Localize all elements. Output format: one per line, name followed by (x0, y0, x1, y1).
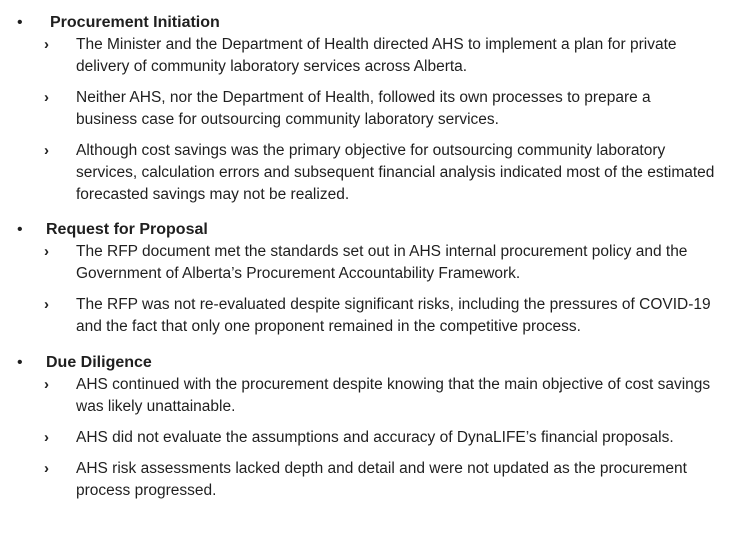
chevron-right-icon: › (44, 243, 49, 260)
chevron-right-icon: › (44, 296, 49, 313)
chevron-right-icon: › (44, 429, 49, 446)
chevron-right-icon: › (44, 89, 49, 106)
chevron-right-icon: › (44, 460, 49, 477)
list-item-text: The Minister and the Department of Health directed AHS to implement a plan for private delivery of community laboratory services across Alberta. (76, 36, 677, 75)
list-item-text: AHS did not evaluate the assumptions and accuracy of DynaLIFE’s financial proposals. (76, 429, 674, 446)
section-heading: Procurement Initiation (50, 14, 220, 31)
section-heading: Request for Proposal (46, 221, 208, 238)
list-item-text: The RFP document met the standards set out in AHS internal procurement policy and the Government of Alberta’s Procurement Accountability Framework. (76, 243, 688, 282)
list-item-text: AHS continued with the procurement despite knowing that the main objective of cost savings was likely unattainable. (76, 376, 711, 415)
list-item-text: AHS risk assessments lacked depth and detail and were not updated as the procurement process progressed. (76, 460, 687, 499)
list-item-text: The RFP was not re-evaluated despite significant risks, including the pressures of COVID-19 and the fact that only one proponent remained in the competitive process. (76, 296, 711, 335)
chevron-right-icon: › (44, 36, 49, 53)
section-heading: Due Diligence (46, 354, 152, 371)
list-item-text: Although cost savings was the primary objective for outsourcing community laboratory services, calculation errors and subsequent financial analysis indicated most of the estimated forecasted savings may not be realized. (76, 142, 715, 203)
section-bullet: • (17, 354, 23, 371)
chevron-right-icon: › (44, 376, 49, 393)
section-bullet: • (17, 14, 23, 31)
section-bullet: • (17, 221, 23, 238)
chevron-right-icon: › (44, 142, 49, 159)
list-item-text: Neither AHS, nor the Department of Health, followed its own processes to prepare a business case for outsourcing community laboratory services. (76, 89, 651, 128)
